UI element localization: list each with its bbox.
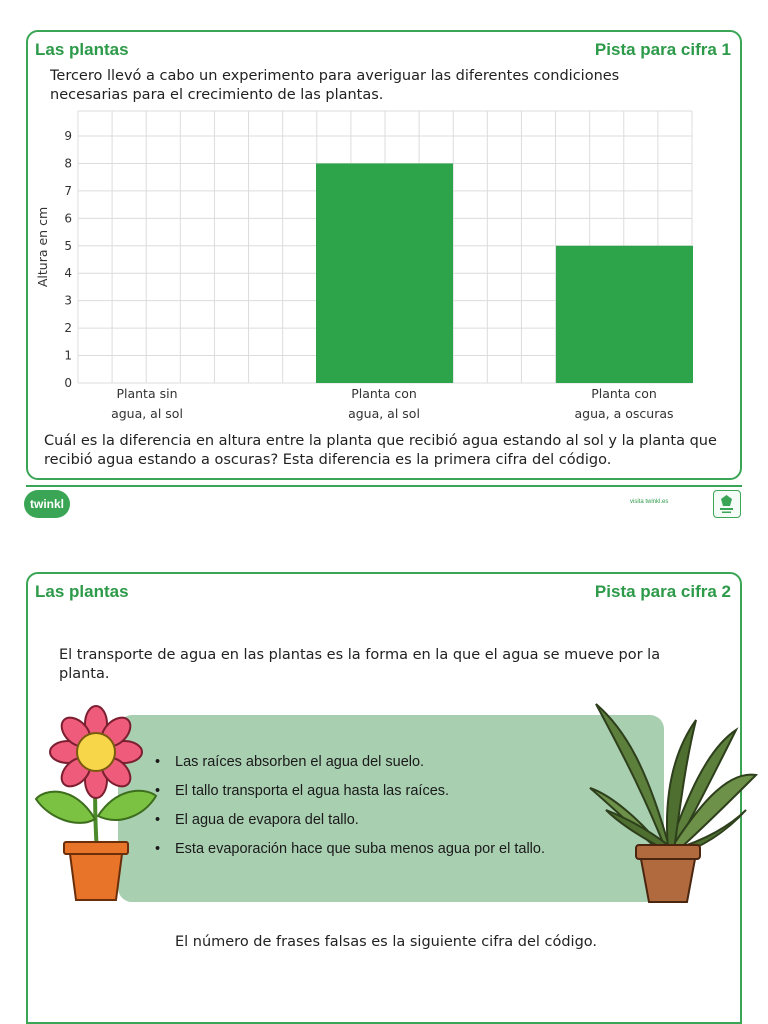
- clue-label: Pista para cifra 1: [594, 40, 731, 59]
- footer-divider: [26, 485, 742, 487]
- y-axis-label: Altura en cm: [35, 206, 50, 288]
- y-tick-label: 7: [64, 183, 72, 198]
- x-category-label: Planta con: [351, 386, 417, 401]
- x-category-label: agua, al sol: [111, 406, 183, 421]
- y-tick-label: 9: [64, 129, 72, 143]
- x-category-label: Planta sin: [116, 386, 178, 401]
- statement-item: • Esta evaporación hace que suba menos agua por el tallo.: [155, 835, 545, 864]
- statement-list: [155, 748, 545, 864]
- question-text: El número de frases falsas es la siguiente cifra del código.: [174, 934, 598, 950]
- bar: [316, 163, 453, 383]
- twinkl-logo: twinkl: [24, 490, 70, 518]
- quality-badge-icon: [713, 490, 741, 518]
- clue-label: Pista para cifra 2: [594, 582, 731, 601]
- leafy-plant-icon: [586, 700, 758, 905]
- x-category-label: agua, a oscuras: [574, 406, 674, 421]
- intro-text: Tercero llevó a cabo un experimento para averiguar las diferentes condiciones necesarias para el crecimiento de las plantas.: [50, 68, 620, 103]
- y-tick-label: 6: [64, 211, 72, 226]
- statement-item: • El tallo transporta el agua hasta las raíces.: [155, 777, 545, 806]
- y-tick-label: 2: [64, 321, 72, 336]
- x-category-label: Planta con: [591, 386, 657, 401]
- y-tick-label: 4: [64, 266, 72, 281]
- flower-pot-icon: [34, 704, 158, 904]
- visit-link[interactable]: visita twinkl.es: [630, 499, 669, 505]
- y-tick-label: 0: [64, 376, 72, 390]
- question-text: Cuál es la diferencia en altura entre la planta que recibió agua estando al sol y la planta que recibió agua estando a oscuras? Esta diferencia es la primera cifra del código.: [44, 433, 717, 468]
- y-tick-label: 3: [64, 293, 72, 308]
- bar-chart: [0, 0, 768, 480]
- y-tick-label: 1: [64, 348, 72, 363]
- card-title: Las plantas: [35, 582, 129, 601]
- bar: [556, 246, 693, 383]
- y-tick-label: 5: [64, 238, 72, 253]
- card-title: Las plantas: [35, 40, 129, 59]
- intro-text: El transporte de agua en las plantas es la forma en la que el agua se mueve por la planta.: [59, 647, 661, 682]
- x-category-label: agua, al sol: [348, 406, 420, 421]
- y-tick-label: 8: [64, 156, 72, 171]
- statement-item: • El agua de evapora del tallo.: [155, 806, 545, 835]
- statement-item: • Las raíces absorben el agua del suelo.: [155, 748, 545, 777]
